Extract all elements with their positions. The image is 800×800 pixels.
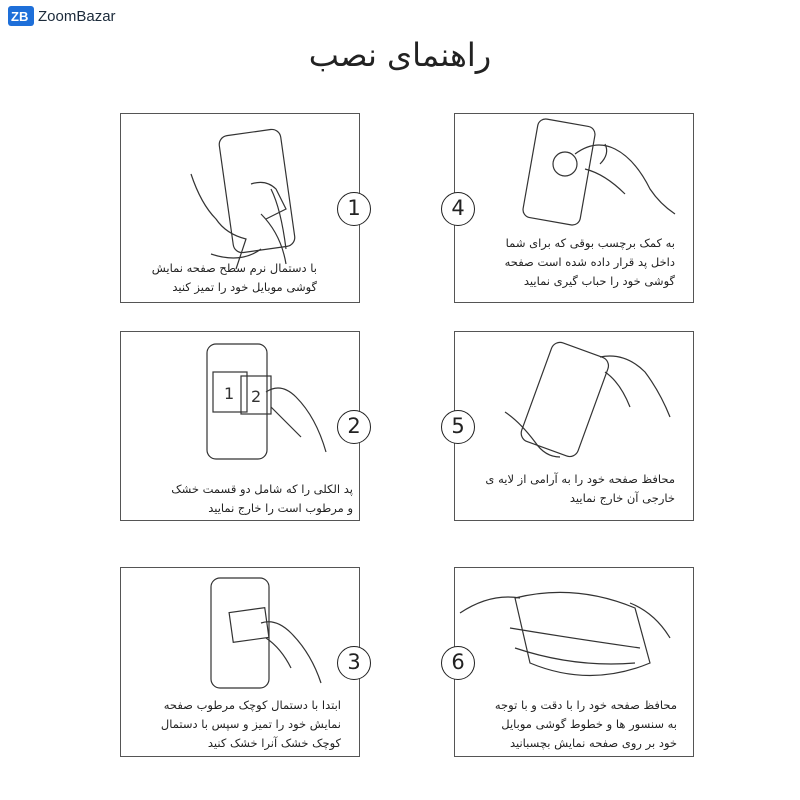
- step-card-5: [451, 331, 694, 521]
- svg-text:ZB: ZB: [11, 9, 29, 24]
- step-caption-3: ابتدا با دستمال کوچک مرطوب صفحه نمایش خود را تمیز و سپس با دستمال کوچک خشک آنرا خشک کنید: [160, 698, 341, 750]
- step-number-5: 5: [441, 410, 475, 444]
- page-title: راهنمای نصب: [308, 36, 492, 74]
- step-number-1: 1: [337, 192, 371, 226]
- step-caption-6: محافظ صفحه خود را با دقت و با توجه به سنسور ها و خطوط گوشی موبایل خود بر روی صفحه نمایش بچسبانید: [494, 698, 677, 750]
- step-caption-5: محافظ صفحه خود را به آرامی از لایه ی خارجی آن خارج نمایید: [485, 472, 675, 505]
- step-card-2: [120, 331, 360, 521]
- step-card-3: [120, 567, 360, 757]
- step-number-4: 4: [441, 192, 475, 226]
- step-number-2: 2: [337, 410, 371, 444]
- step-caption-4: به کمک برچسب بوقی که برای شما داخل پد قرار داده شده است صفحه گوشی خود را حباب گیری نمایید: [504, 236, 675, 288]
- step-caption-1: با دستمال نرم سطح صفحه نمایش گوشی موبایل خود را تمیز کنید: [151, 261, 317, 294]
- step-number-6: 6: [441, 646, 475, 680]
- step-card-6: [451, 567, 694, 757]
- svg-text:2: 2: [251, 387, 262, 406]
- zoombazar-logo-icon: [8, 6, 34, 26]
- step-card-1: [120, 113, 360, 303]
- brand-logo[interactable]: [8, 6, 116, 26]
- step-card-4: [451, 113, 694, 303]
- step-number-3: 3: [337, 646, 371, 680]
- step-caption-2: پد الکلی را که شامل دو قسمت خشک و مرطوب است را خارج نمایید: [171, 482, 353, 515]
- brand-name: ZoomBazar: [38, 7, 116, 25]
- svg-text:1: 1: [224, 384, 235, 403]
